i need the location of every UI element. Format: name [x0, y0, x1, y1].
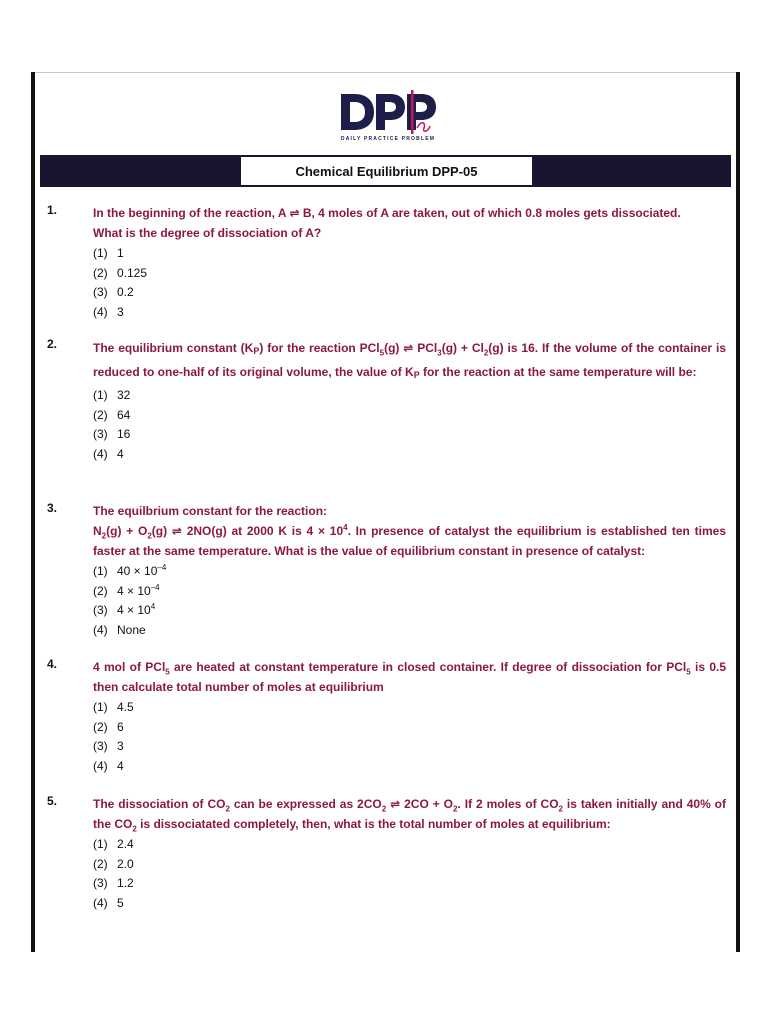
- option-exponent: 4: [150, 602, 156, 611]
- question-text: [93, 657, 726, 697]
- question-5: [47, 794, 726, 913]
- options-list: [93, 244, 726, 322]
- question-text-line: The equilbrium constant for the reaction:: [93, 504, 328, 518]
- text-span: (g) ⇌ 2NO(g) at 2000 K is 4 × 10: [151, 524, 344, 538]
- option-base: None: [117, 622, 146, 637]
- subscript: 2: [101, 531, 107, 541]
- text-span: . If 2 moles of CO: [457, 797, 559, 811]
- text-span: (g) + O: [106, 524, 148, 538]
- option-number: (2): [93, 265, 108, 280]
- option-number: (2): [93, 719, 108, 734]
- subscript: P: [253, 346, 260, 356]
- option-number: (4): [93, 446, 108, 461]
- option-number: (1): [93, 564, 108, 578]
- question-4: [47, 657, 726, 776]
- option-number: (3): [93, 739, 108, 753]
- option-number: (2): [93, 583, 108, 598]
- option-base: 4 × 10: [117, 583, 151, 598]
- subscript: 2: [558, 804, 563, 814]
- option-number: (1): [93, 837, 108, 851]
- option-number: (4): [93, 758, 108, 773]
- text-span: ⇌ 2CO + O: [386, 797, 454, 811]
- option[interactable]: [93, 283, 726, 303]
- question-number: 5.: [47, 794, 58, 808]
- question-text: [93, 794, 726, 834]
- text-span: is taken initially and 40% of the CO: [93, 797, 727, 831]
- option[interactable]: [93, 582, 726, 602]
- option-exponent: –4: [157, 563, 167, 572]
- option[interactable]: [93, 757, 726, 777]
- page-title: Chemical Equilibrium DPP-05: [241, 157, 532, 185]
- option-number: (3): [93, 285, 108, 299]
- option-text: [117, 621, 146, 641]
- text-span: 4 mol of PCl: [93, 660, 166, 674]
- option-text: [117, 601, 155, 621]
- option-number: (1): [93, 246, 108, 260]
- option[interactable]: [93, 425, 726, 445]
- text-span: (g) ⇌ PCl: [384, 341, 438, 355]
- option-text: 3: [117, 739, 124, 753]
- text-span: are heated at constant temperature in closed container. If degree of dissociation for PCl: [169, 660, 687, 674]
- option-text: 16: [117, 427, 131, 441]
- page-top-rule: [34, 72, 738, 73]
- question-text: [93, 337, 726, 385]
- option-number: (1): [93, 700, 108, 714]
- options-list: [93, 562, 726, 640]
- option[interactable]: [93, 835, 726, 855]
- option-exponent: –4: [150, 582, 160, 592]
- subscript: 2: [147, 531, 152, 541]
- option-number: (3): [93, 427, 108, 441]
- option-text: 1: [117, 246, 124, 260]
- option[interactable]: [93, 244, 726, 264]
- option-text: 3: [117, 304, 124, 319]
- text-span: The equilibrium constant (K: [93, 341, 254, 355]
- option-text: 2.0: [117, 856, 134, 871]
- option-number: (4): [93, 622, 108, 637]
- option-number: (2): [93, 856, 108, 871]
- subscript: P: [413, 370, 420, 380]
- question-2: [47, 337, 726, 464]
- option-number: (2): [93, 407, 108, 422]
- option[interactable]: [93, 303, 726, 323]
- options-list: [93, 835, 726, 913]
- option[interactable]: [93, 406, 726, 426]
- option-text: 6: [117, 719, 124, 734]
- option-text: 4: [117, 446, 124, 461]
- question-3: [47, 501, 726, 640]
- text-span: (g) + Cl: [441, 341, 484, 355]
- option-text: 0.125: [117, 265, 148, 280]
- option-text: 0.2: [117, 285, 134, 299]
- subscript: 5: [686, 667, 691, 677]
- subscript: 2: [225, 804, 230, 814]
- subscript: 5: [379, 348, 385, 358]
- subscript: 2: [483, 348, 489, 358]
- subscript: 5: [165, 667, 170, 677]
- subscript: 2: [132, 824, 137, 834]
- option-number: (1): [93, 388, 108, 402]
- text-span: (g) is 16. If the volume of the container is reduced to one-half of its original volume, the value of K: [93, 341, 727, 379]
- option-text: 4.5: [117, 700, 134, 714]
- logo-tagline: DAILY PRACTICE PROBLEM: [340, 136, 436, 142]
- option[interactable]: [93, 894, 726, 914]
- dpp-logo-mark: [338, 88, 438, 136]
- option-text: 4: [117, 758, 124, 773]
- text-span: . In presence of catalyst the equilibrium is established ten times faster at the same temperature. What is the value of equilibrium constant in presence of catalyst:: [93, 524, 727, 558]
- option[interactable]: [93, 621, 726, 641]
- question-number: 3.: [47, 501, 58, 515]
- question-text-line: What is the degree of dissociation of A?: [93, 226, 322, 240]
- option-text: [117, 582, 160, 602]
- option-text: 1.2: [117, 876, 134, 890]
- question-1: [47, 203, 726, 322]
- options-list: [93, 698, 726, 776]
- option[interactable]: [93, 737, 726, 757]
- option[interactable]: [93, 445, 726, 465]
- option-number: (3): [93, 603, 108, 617]
- text-span: ) for the reaction PCl: [259, 341, 380, 355]
- option[interactable]: [93, 718, 726, 738]
- option[interactable]: [93, 562, 726, 582]
- text-span: The dissociation of CO: [93, 797, 226, 811]
- question-number: 2.: [47, 337, 58, 351]
- text-span: can be expressed as 2CO: [229, 797, 382, 811]
- option[interactable]: [93, 874, 726, 894]
- option-text: [117, 562, 166, 582]
- option[interactable]: [93, 698, 726, 718]
- question-text-line: In the beginning of the reaction, A ⇌ B, 4 moles of A are taken, out of which 0.8 moles gets dissociated.: [93, 206, 681, 220]
- text-span: is dissociatated completely, then, what is the total number of moles at equilibrium:: [136, 817, 611, 831]
- option[interactable]: [93, 855, 726, 875]
- option-text: 2.4: [117, 837, 134, 851]
- text-span: is 0.5 then calculate total number of moles at equilibrium: [93, 660, 727, 694]
- option-text: 32: [117, 388, 131, 402]
- text-span: for the reaction at the same temperature will be:: [419, 365, 697, 379]
- option-base: 4 × 10: [117, 603, 151, 617]
- option[interactable]: [93, 264, 726, 284]
- question-text: [93, 501, 726, 561]
- subscript: 2: [381, 804, 387, 814]
- options-list: [93, 386, 726, 464]
- question-number: 1.: [47, 203, 58, 217]
- question-text: [93, 203, 726, 243]
- subscript: 3: [437, 348, 442, 358]
- page-border-right: [736, 72, 740, 952]
- option-base: 40 × 10: [117, 564, 158, 578]
- option-number: (3): [93, 876, 108, 890]
- text-span: N: [93, 524, 102, 538]
- option-text: 64: [117, 407, 131, 422]
- option-number: (4): [93, 895, 108, 910]
- option[interactable]: [93, 601, 726, 621]
- option-text: 5: [117, 895, 124, 910]
- page-border-left: [31, 72, 35, 952]
- question-number: 4.: [47, 657, 58, 671]
- option-number: (4): [93, 304, 108, 319]
- option[interactable]: [93, 386, 726, 406]
- dpp-logo: [338, 88, 438, 152]
- superscript: 4: [343, 523, 348, 532]
- subscript: 2: [453, 804, 458, 814]
